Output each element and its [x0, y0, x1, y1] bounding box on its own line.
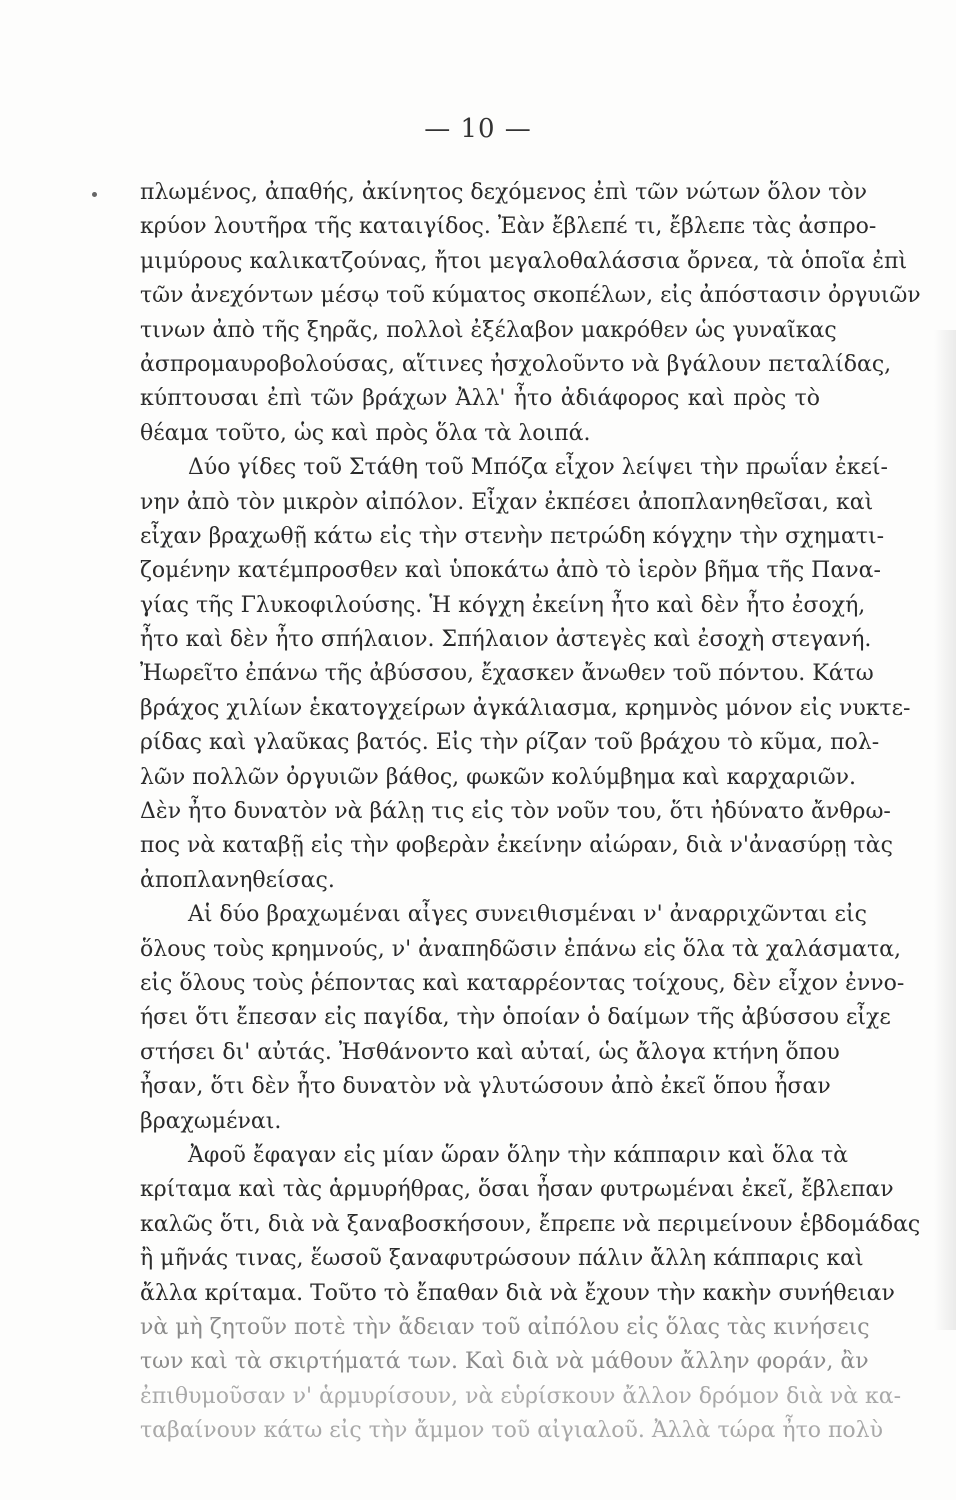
- text-line: των καὶ τὰ σκιρτήματά των. Καὶ διὰ νὰ μάθουν ἄλλην φοράν, ἂν: [140, 1349, 869, 1375]
- text-line: Δύο γίδες τοῦ Στάθη τοῦ Μπόζα εἶχον λείψει τὴν πρωΐαν ἐκεί-: [188, 455, 888, 481]
- text-line: κρίταμα καὶ τὰς ἁρμυρήθρας, ὅσαι ἦσαν φυτρωμέναι ἐκεῖ, ἔβλεπαν: [140, 1177, 894, 1203]
- text-line: ζομένην κατέμπροσθεν καὶ ὑποκάτω ἀπὸ τὸ ἱερὸν βῆμα τῆς Πανα-: [140, 558, 881, 584]
- text-line: εἰς ὅλους τοὺς ῥέποντας καὶ καταρρέοντας τοίχους, δὲν εἶχον ἐννο-: [140, 970, 905, 996]
- text-line: Αἱ δύο βραχωμέναι αἶγες συνειθισμέναι ν' ἀναρριχῶνται εἰς: [188, 902, 867, 928]
- text-line: βράχος χιλίων ἑκατογχείρων ἀγκάλιασμα, κρημνὸς μόνον εἰς νυκτε-: [140, 695, 911, 721]
- text-line: Ἠωρεῖτο ἐπάνω τῆς ἀβύσσου, ἔχασκεν ἄνωθεν τοῦ πόντου. Κάτω: [140, 661, 874, 687]
- text-line: βραχωμέναι.: [140, 1108, 282, 1134]
- text-line: μιμύρους καλικατζούνας, ἤτοι μεγαλοθαλάσσια ὄρνεα, τὰ ὁποῖα ἐπὶ: [140, 248, 908, 274]
- text-line: νὰ μὴ ζητοῦν ποτὲ τὴν ἄδειαν τοῦ αἰπόλου εἰς ὅλας τὰς κινήσεις: [140, 1314, 870, 1340]
- text-line: ἦσαν, ὅτι δὲν ἦτο δυνατὸν νὰ γλυτώσουν ἀπὸ ἐκεῖ ὅπου ἦσαν: [140, 1074, 831, 1100]
- text-line: ἀποπλανηθείσας.: [140, 867, 335, 893]
- page-edge-shadow: [934, 330, 956, 1330]
- text-line: ὅλους τοὺς κρημνούς, ν' ἀναπηδῶσιν ἐπάνω εἰς ὅλα τὰ χαλάσματα,: [140, 936, 902, 962]
- text-line: κύπτουσαι ἐπὶ τῶν βράχων Ἀλλ' ἦτο ἀδιάφορος καὶ πρὸς τὸ: [140, 386, 820, 412]
- text-line: γίας τῆς Γλυκοφιλούσης. Ἡ κόγχη ἐκείνη ἦτο καὶ δὲν ἦτο ἐσοχή,: [140, 592, 866, 618]
- text-line: ἄλλα κρίταμα. Τοῦτο τὸ ἔπαθαν διὰ νὰ ἔχουν τὴν κακὴν συνήθειαν: [140, 1280, 895, 1306]
- text-line: νην ἀπὸ τὸν μικρὸν αἰπόλον. Εἶχαν ἐκπέσει ἀποπλανηθεῖσαι, καὶ: [140, 489, 874, 515]
- text-line: ἢ μῆνάς τινας, ἕωσοῦ ξαναφυτρώσουν πάλιν ἄλλη κάππαρις καὶ: [140, 1246, 864, 1272]
- text-line: καλῶς ὅτι, διὰ νὰ ξαναβοσκήσουν, ἔπρεπε νὰ περιμείνουν ἑβδομάδας: [140, 1211, 921, 1237]
- text-line: Ἀφοῦ ἔφαγαν εἰς μίαν ὥραν ὅλην τὴν κάππαριν καὶ ὅλα τὰ: [188, 1142, 848, 1168]
- text-line: Δὲν ἦτο δυνατὸν νὰ βάλῃ τις εἰς τὸν νοῦν του, ὅτι ἠδύνατο ἄνθρω-: [140, 799, 891, 825]
- margin-mark: [92, 192, 97, 197]
- text-line: πλωμένος, ἀπαθής, ἀκίνητος δεχόμενος ἐπὶ τῶν νώτων ὅλον τὸν: [140, 180, 867, 205]
- body-text: [140, 176, 921, 1448]
- text-line: τινων ἀπὸ τῆς ξηρᾶς, πολλοὶ ἐξέλαβον μακρόθεν ὡς γυναῖκας: [140, 317, 837, 343]
- text-line: ήσει ὅτι ἔπεσαν εἰς παγίδα, τὴν ὁποίαν ὁ δαίμων τῆς ἀβύσσου εἶχε: [140, 1005, 891, 1031]
- text-line: εἶχαν βραχωθῇ κάτω εἰς τὴν στενὴν πετρώδη κόγχην τὴν σχηματι-: [140, 523, 885, 549]
- page-number: — 10 —: [424, 114, 532, 144]
- text-line: στήσει δι' αὐτάς. Ἠσθάνοντο καὶ αὐταί, ὡς ἄλογα κτήνη ὅπου: [140, 1039, 840, 1065]
- text-line: ἐπιθυμοῦσαν ν' ἁρμυρίσουν, νὰ εὑρίσκουν ἄλλον δρόμον διὰ νὰ κα-: [140, 1383, 902, 1409]
- text-line: πος νὰ καταβῇ εἰς τὴν φοβερὰν ἐκείνην αἰώραν, διὰ ν'ἀνασύρῃ τὰς: [140, 833, 893, 859]
- text-line: θέαμα τοῦτο, ὡς καὶ πρὸς ὅλα τὰ λοιπά.: [140, 420, 591, 446]
- text-line: ἦτο καὶ δὲν ἦτο σπήλαιον. Σπήλαιον ἀστεγὲς καὶ ἐσοχὴ στεγανή.: [140, 627, 872, 653]
- text-line: κρύον λουτῆρα τῆς καταιγίδος. Ἐὰν ἔβλεπέ τι, ἔβλεπε τὰς ἀσπρο-: [140, 214, 877, 240]
- text-line: ταβαίνουν κάτω εἰς τὴν ἄμμον τοῦ αἰγιαλοῦ. Ἀλλὰ τώρα ἦτο πολὺ: [140, 1418, 883, 1444]
- text-line: τῶν ἀνεχόντων μέσῳ τοῦ κύματος σκοπέλων, εἰς ἀπόστασιν ὀργυιῶν: [140, 283, 921, 309]
- text-line: λῶν πολλῶν ὀργυιῶν βάθος, φωκῶν κολύμβημα καὶ καρχαριῶν.: [140, 764, 857, 790]
- text-line: ρίδας καὶ γλαῦκας βατός. Εἰς τὴν ρίζαν τοῦ βράχου τὸ κῦμα, πολ-: [140, 730, 880, 756]
- text-line: ἀσπρομαυροβολούσας, αἵτινες ἠσχολοῦντο νὰ βγάλουν πεταλίδας,: [140, 351, 892, 377]
